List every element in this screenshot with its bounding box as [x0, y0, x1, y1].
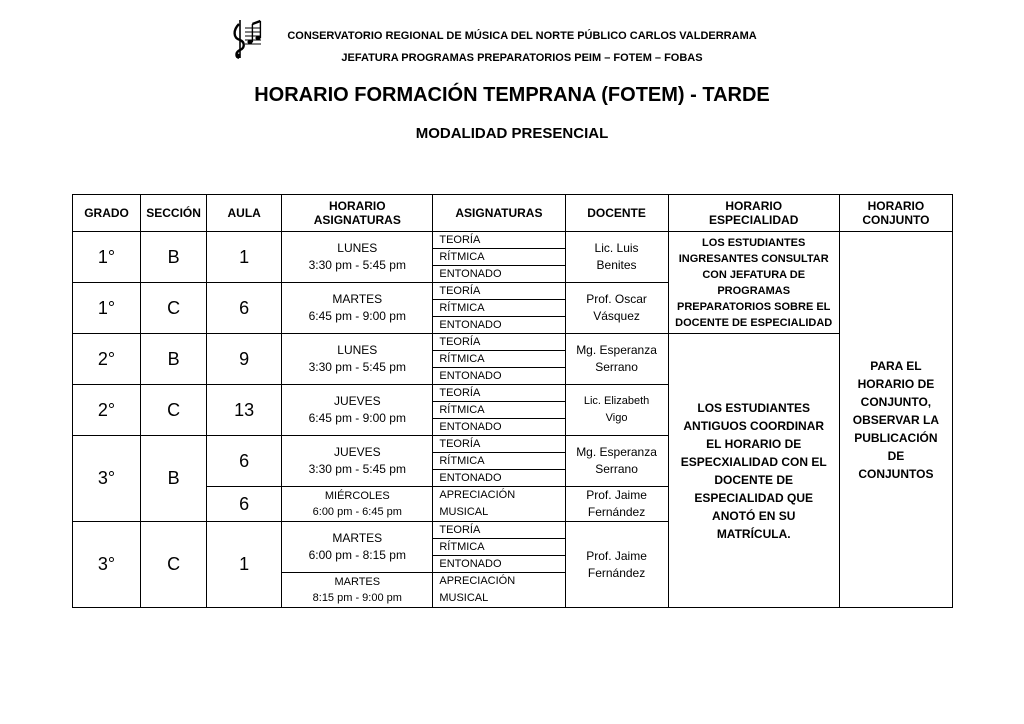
cell-aula: 6	[207, 436, 282, 487]
cell-horario: LUNES 3:30 pm - 5:45 pm	[282, 232, 433, 283]
cell-grado: 1°	[73, 232, 141, 283]
cell-seccion: C	[141, 385, 207, 436]
cell-grado: 3°	[73, 522, 141, 608]
cell-subject: RÍTMICA	[433, 300, 565, 317]
cell-subject: TEORÍA	[433, 385, 565, 402]
table-row	[73, 232, 953, 249]
cell-horario: MARTES 6:45 pm - 9:00 pm	[282, 283, 433, 334]
cell-subject: APRECIACIÓN MUSICAL	[433, 573, 565, 608]
cell-subject: RÍTMICA	[433, 402, 565, 419]
cell-aula: 6	[207, 487, 282, 522]
col-header-aula: AULA	[207, 195, 282, 232]
cell-subject: RÍTMICA	[433, 539, 565, 556]
cell-docente: Prof. Jaime Fernández	[565, 522, 668, 608]
cell-subject: RÍTMICA	[433, 351, 565, 368]
cell-subject: ENTONADO	[433, 266, 565, 283]
cell-aula: 9	[207, 334, 282, 385]
cell-seccion: B	[141, 334, 207, 385]
cell-grado: 2°	[73, 334, 141, 385]
cell-subject: TEORÍA	[433, 232, 565, 249]
cell-seccion: C	[141, 283, 207, 334]
cell-subject: ENTONADO	[433, 368, 565, 385]
cell-seccion: C	[141, 522, 207, 608]
cell-grado: 1°	[73, 283, 141, 334]
cell-docente: Mg. Esperanza Serrano	[565, 334, 668, 385]
cell-horario: MARTES 8:15 pm - 9:00 pm	[282, 573, 433, 608]
col-header-grado: GRADO	[73, 195, 141, 232]
department-name: JEFATURA PROGRAMAS PREPARATORIOS PEIM – FOTEM – FOBAS	[341, 52, 703, 64]
cell-docente: Lic. Luis Benites	[565, 232, 668, 283]
cell-subject: TEORÍA	[433, 522, 565, 539]
schedule-table	[72, 194, 953, 608]
cell-subject: RÍTMICA	[433, 453, 565, 470]
note-horario-conjunto: PARA EL HORARIO DE CONJUNTO, OBSERVAR LA PUBLICACIÓN DE CONJUNTOS	[839, 232, 952, 608]
cell-horario: LUNES 3:30 pm - 5:45 pm	[282, 334, 433, 385]
cell-seccion: B	[141, 436, 207, 522]
cell-docente: Prof. Oscar Vásquez	[565, 283, 668, 334]
cell-aula: 1	[207, 232, 282, 283]
col-header-horario-conjunto: HORARIO CONJUNTO	[839, 195, 952, 232]
cell-horario: MARTES 6:00 pm - 8:15 pm	[282, 522, 433, 573]
cell-subject: ENTONADO	[433, 317, 565, 334]
col-header-asignaturas: ASIGNATURAS	[433, 195, 565, 232]
cell-subject: TEORÍA	[433, 436, 565, 453]
table-row	[73, 334, 953, 351]
cell-subject: TEORÍA	[433, 334, 565, 351]
cell-subject: RÍTMICA	[433, 249, 565, 266]
cell-subject: ENTONADO	[433, 556, 565, 573]
cell-aula: 13	[207, 385, 282, 436]
cell-subject: ENTONADO	[433, 470, 565, 487]
cell-horario: JUEVES 3:30 pm - 5:45 pm	[282, 436, 433, 487]
col-header-docente: DOCENTE	[565, 195, 668, 232]
cell-subject: ENTONADO	[433, 419, 565, 436]
page-subtitle: MODALIDAD PRESENCIAL	[415, 125, 609, 142]
cell-docente: Mg. Esperanza Serrano	[565, 436, 668, 487]
col-header-seccion: SECCIÓN	[141, 195, 207, 232]
col-header-horario-asignaturas: HORARIO ASIGNATURAS	[282, 195, 433, 232]
cell-grado: 2°	[73, 385, 141, 436]
cell-aula: 1	[207, 522, 282, 608]
cell-aula: 6	[207, 283, 282, 334]
cell-subject: APRECIACIÓN MUSICAL	[433, 487, 565, 522]
cell-horario: MIÉRCOLES 6:00 pm - 6:45 pm	[282, 487, 433, 522]
cell-docente: Prof. Jaime Fernández	[565, 487, 668, 522]
cell-horario: JUEVES 6:45 pm - 9:00 pm	[282, 385, 433, 436]
institution-name: CONSERVATORIO REGIONAL DE MÚSICA DEL NORTE PÚBLICO CARLOS VALDERRAMA	[287, 30, 757, 42]
cell-grado: 3°	[73, 436, 141, 522]
cell-docente: Lic. Elizabeth Vigo	[565, 385, 668, 436]
table-header-row	[73, 195, 953, 232]
col-header-horario-especialidad: HORARIO ESPECIALIDAD	[668, 195, 839, 232]
note-especialidad-ingresantes: LOS ESTUDIANTES INGRESANTES CONSULTAR CON JEFATURA DE PROGRAMAS PREPARATORIOS SOBRE EL DOCENTE DE ESPECIALIDAD	[668, 232, 839, 334]
page-title: HORARIO FORMACIÓN TEMPRANA (FOTEM) - TARDE	[254, 84, 770, 106]
cell-subject: TEORÍA	[433, 283, 565, 300]
note-especialidad-antiguos: LOS ESTUDIANTES ANTIGUOS COORDINAR EL HORARIO DE ESPECXIALIDAD CON EL DOCENTE DE ESPECIALIDAD QUE ANOTÓ EN SU MATRÍCULA.	[668, 334, 839, 608]
cell-seccion: B	[141, 232, 207, 283]
